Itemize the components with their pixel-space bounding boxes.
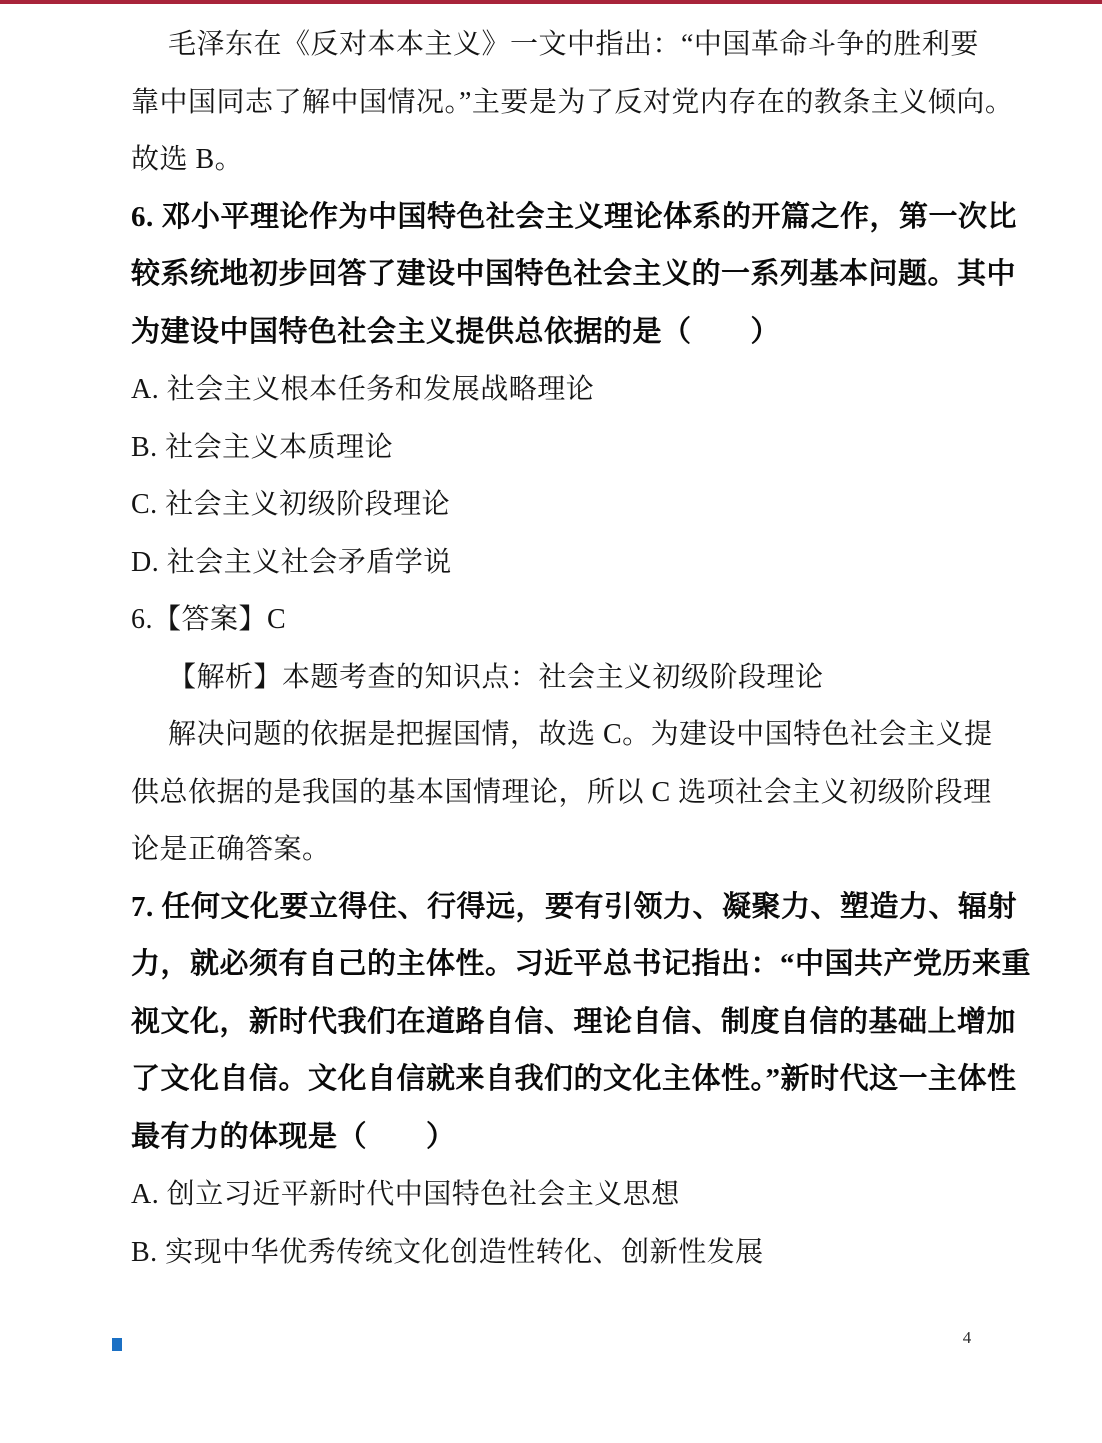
question-7-stem-line-4: 了文化自信。文化自信就来自我们的文化主体性。”新时代这一主体性 (131, 1063, 1017, 1095)
question-7-option-a: A. 创立习近平新时代中国特色社会主义思想 (131, 1179, 680, 1210)
question-6-stem-line-3: 为建设中国特色社会主义提供总依据的是（ ） (131, 315, 781, 348)
question-6-analysis-line-3: 供总依据的是我国的基本国情理论，所以 C 选项社会主义初级阶段理 (131, 776, 992, 808)
question-6-stem-line-2: 较系统地初步回答了建设中国特色社会主义的一系列基本问题。其中 (131, 258, 1017, 290)
question-6-analysis-line-1: 【解析】本题考查的知识点：社会主义初级阶段理论 (168, 661, 824, 693)
question-7-option-b: B. 实现中华优秀传统文化创造性转化、创新性发展 (131, 1236, 764, 1268)
question-5-analysis-line-1: 毛泽东在《反对本本主义》一文中指出：“中国革命斗争的胜利要 (168, 29, 979, 60)
page-number: 4 (962, 1328, 972, 1347)
question-5-analysis-line-3: 故选 B。 (131, 144, 244, 175)
question-6-analysis-line-2: 解决问题的依据是把握国情，故选 C。为建设中国特色社会主义提 (168, 719, 993, 750)
question-6-option-b: B. 社会主义本质理论 (131, 431, 394, 463)
question-6-option-c: C. 社会主义初级阶段理论 (131, 489, 451, 520)
question-6-stem-line-1: 6. 邓小平理论作为中国特色社会主义理论体系的开篇之作，第一次比 (131, 200, 1018, 233)
document-body (131, 16, 1051, 1281)
question-6-option-d: D. 社会主义社会矛盾学说 (131, 546, 452, 578)
question-6-analysis-line-4: 论是正确答案。 (131, 834, 331, 865)
question-7-stem-line-3: 视文化，新时代我们在道路自信、理论自信、制度自信的基础上增加 (131, 1005, 1017, 1038)
top-accent-bar (0, 0, 1102, 4)
question-7-stem-line-2: 力，就必须有自己的主体性。习近平总书记指出：“中国共产党历来重 (131, 948, 1032, 980)
question-7-stem-line-1: 7. 任何文化要立得住、行得远，要有引领力、凝聚力、塑造力、辐射 (131, 890, 1018, 923)
question-6-option-a: A. 社会主义根本任务和发展战略理论 (131, 374, 595, 405)
question-7-stem-line-5: 最有力的体现是（ ） (131, 1120, 456, 1153)
question-5-analysis-line-2: 靠中国同志了解中国情况。”主要是为了反对党内存在的教条主义倾向。 (131, 86, 1014, 118)
blue-bookmark-marker (112, 1338, 122, 1351)
question-6-answer: 6.【答案】C (131, 604, 287, 635)
